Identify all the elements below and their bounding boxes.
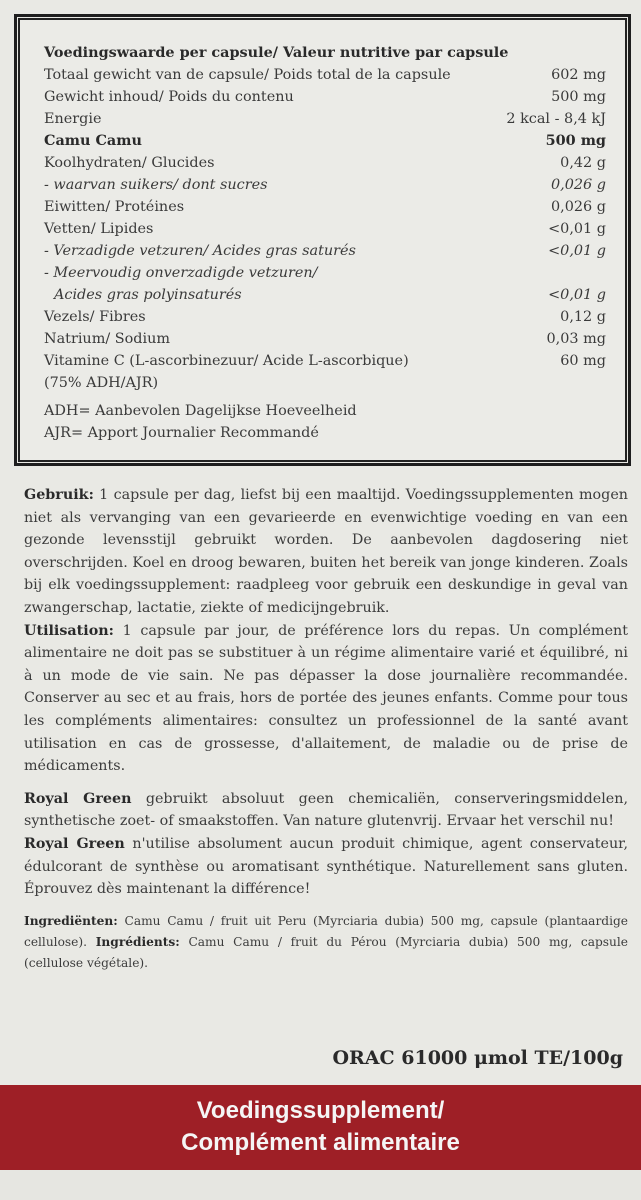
nutrition-row <box>44 262 606 284</box>
nutrition-row <box>44 64 606 86</box>
nutrition-row <box>44 218 606 240</box>
nutrition-value: <0,01 g <box>548 287 606 303</box>
nutrition-value: 500 mg <box>551 89 606 105</box>
nutrition-row <box>44 306 606 328</box>
nutrition-row <box>44 174 606 196</box>
brand-statement-dutch-text: gebruikt absoluut geen chemicaliën, conserveringsmiddelen, synthetische zoet- of smaakstoffen. Van nature glutenvrij. Ervaar het verschil nu! <box>24 790 628 830</box>
nutrition-value: 500 mg <box>545 132 606 149</box>
nutrition-value: <0,01 g <box>548 221 606 237</box>
nutrition-value: 0,12 g <box>560 309 606 325</box>
brand-name: Royal Green <box>24 835 125 852</box>
ingredients-french-text: Camu Camu / fruit du Pérou (Myrciaria dubia) 500 mg, capsule (cellulose végétale). <box>24 934 629 970</box>
nutrition-label: Energie <box>44 111 102 127</box>
nutrition-footnote <box>44 400 606 422</box>
usage-french-text: 1 capsule par jour, de préférence lors du repas. Un complément alimentaire ne doit pas se substituer à un régime alimentaire varié et équilibré, ni à un mode de vie sain. Ne pas dépasser la dose journalière recommandée. Conserver au sec et au frais, hors de portée des jeunes enfants. Comme pour tous les compléments alimentaires: consultez un professionnel de la santé avant utilisation en cas de grossesse, d'allaitement, de maladie ou de prise de médicaments. <box>24 622 628 775</box>
nutrition-label: Vezels/ Fibres <box>44 309 146 325</box>
ingredients <box>24 911 628 974</box>
orac-value: ORAC 61000 μmol TE/100g <box>332 1047 623 1069</box>
nutrition-header-label: Voedingswaarde per capsule/ Valeur nutritive par capsule <box>44 44 509 61</box>
nutrition-label: - Meervoudig onverzadigde vetzuren/ <box>44 265 318 281</box>
nutrition-row <box>44 284 606 306</box>
nutrition-label: Acides gras polyinsaturés <box>54 287 242 303</box>
nutrition-footnote <box>44 422 606 444</box>
footnote-adh: ADH= Aanbevolen Dagelijkse Hoeveelheid <box>44 403 357 419</box>
nutrition-label: Gewicht inhoud/ Poids du contenu <box>44 89 294 105</box>
nutrition-row <box>44 350 606 372</box>
nutrition-value: 602 mg <box>551 67 606 83</box>
banner-line-dutch: Voedingssupplement/ <box>196 1097 445 1124</box>
nutrition-label: Totaal gewicht van de capsule/ Poids total de la capsule <box>44 67 451 83</box>
nutrition-label: - waarvan suikers/ dont sucres <box>44 177 268 193</box>
usage-dutch <box>24 484 628 620</box>
nutrition-label: - Verzadigde vetzuren/ Acides gras saturés <box>44 243 356 259</box>
nutrition-row <box>44 130 606 152</box>
nutrition-row <box>44 372 606 394</box>
nutrition-table <box>44 42 606 444</box>
nutrition-label: (75% ADH/AJR) <box>44 375 159 391</box>
nutrition-value: 0,026 g <box>551 199 606 215</box>
bottom-strip <box>0 1170 641 1200</box>
nutrition-label: Vetten/ Lipides <box>44 221 154 237</box>
spacer <box>24 778 628 788</box>
usage-dutch-text: 1 capsule per dag, liefst bij een maaltijd. Voedingssupplementen mogen niet als vervanging van een gevarieerde en evenwichtige voeding en van een gezonde levensstijl gebruikt worden. De aanbevolen dagdosering niet overschrijden. Koel en droog bewaren, buiten het bereik van jonge kinderen. Zoals bij elk voedingssupplement: raadpleeg voor gebruik een deskundige in geval van zwangerschap, lactatie, ziekte of medicijngebruik. <box>24 487 628 616</box>
brand-statement-french <box>24 833 628 901</box>
nutrition-header <box>44 42 606 64</box>
banner-line-french: Complément alimentaire <box>181 1129 460 1156</box>
nutrition-value: 0,03 mg <box>546 331 606 347</box>
ingredients-french-label: Ingrédients: <box>95 934 180 949</box>
product-type-banner <box>0 1085 641 1170</box>
nutrition-value: <0,01 g <box>548 243 606 259</box>
brand-statement-dutch <box>24 788 628 833</box>
nutrition-label: Natrium/ Sodium <box>44 331 171 347</box>
nutrition-label: Eiwitten/ Protéines <box>44 199 185 215</box>
nutrition-row <box>44 86 606 108</box>
nutrition-row <box>44 152 606 174</box>
usage-dutch-label: Gebruik: <box>24 487 94 503</box>
usage-french <box>24 620 628 778</box>
label-body-text <box>24 484 628 974</box>
footnote-ajr: AJR= Apport Journalier Recommandé <box>44 425 319 441</box>
nutrition-label: Koolhydraten/ Glucides <box>44 155 215 171</box>
nutrition-value: 2 kcal - 8,4 kJ <box>506 111 606 127</box>
brand-statement-french-text: n'utilise absolument aucun produit chimique, agent conservateur, édulcorant de synthèse ou aromatisant synthétique. Naturellement sans gluten. Éprouvez dès maintenant la différence! <box>24 835 628 898</box>
ingredients-dutch-label: Ingrediënten: <box>24 913 118 928</box>
nutrition-value: 60 mg <box>560 353 606 369</box>
nutrition-value: 0,42 g <box>560 155 606 171</box>
ingredients-dutch-text: Camu Camu / fruit uit Peru (Myrciaria dubia) 500 mg, capsule (plantaardige cellulose). <box>24 913 628 949</box>
spacer <box>24 901 628 911</box>
brand-name: Royal Green <box>24 790 132 807</box>
nutrition-row <box>44 108 606 130</box>
nutrition-value: 0,026 g <box>551 177 606 193</box>
nutrition-label: Camu Camu <box>44 132 142 149</box>
usage-french-label: Utilisation: <box>24 622 114 639</box>
nutrition-label: Vitamine C (L-ascorbinezuur/ Acide L-ascorbique) <box>44 353 409 369</box>
nutrition-row <box>44 328 606 350</box>
nutrition-row <box>44 240 606 262</box>
nutrition-row <box>44 196 606 218</box>
